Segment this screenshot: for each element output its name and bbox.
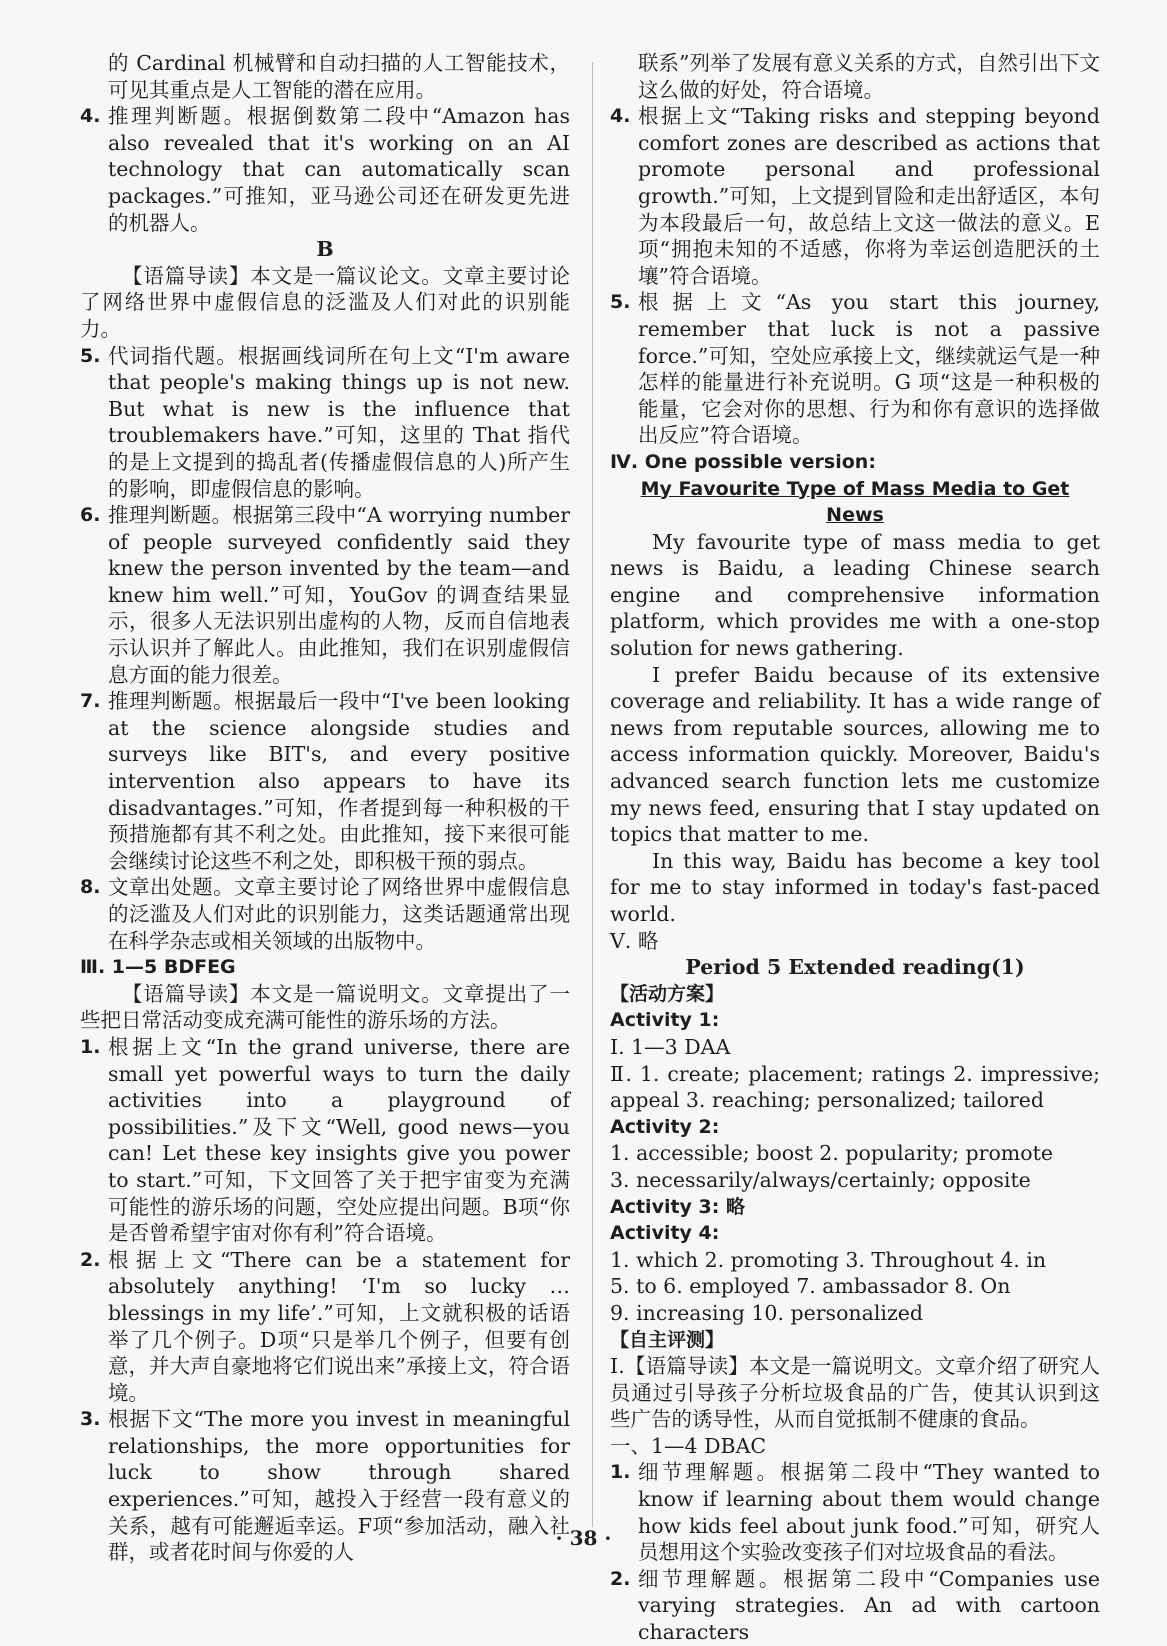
section-heading: Ⅴ. 略 <box>610 928 659 953</box>
list-item <box>80 1247 570 1407</box>
section-heading: Ⅲ. 1—5 BDFEG <box>80 956 236 979</box>
paragraph: 推理判断题。根据最后一段中“I've been looking at the science alongside studies and surveys like BIT's, and every positive intervention also appears to have its disadvantages.”可知，作者提到每一种积极的干预措施都有其不利之处。由此推知，接下来很可能会继续讨论这些不利之处，即积极干预的弱点。 <box>108 689 570 873</box>
essay-paragraph: In this way, Baidu has become a key tool for me to stay informed in today's fast-paced world. <box>610 848 1100 926</box>
item-number: 2. <box>610 1567 631 1590</box>
essay-paragraph: My favourite type of mass media to get news is Baidu, a leading Chinese search engine and comprehensive information platform, which provides me with a one-stop solution for news gathering. <box>610 529 1100 661</box>
list-item <box>610 289 1100 449</box>
page-number: · 38 · <box>555 1526 612 1550</box>
item-number: 6. <box>80 504 101 527</box>
list-item <box>610 1566 1100 1646</box>
answer-line: 3. necessarily/always/certainly; opposite <box>610 1167 1031 1192</box>
essay-paragraph: I prefer Baidu because of its extensive coverage and reliability. It has a wide range of news from reputable sources, allowing me to access information quickly. Moreover, Baidu's advanced search function lets me customize my news feed, ensuring that I stay updated on topics that matter to me. <box>610 662 1100 847</box>
activity-heading: Activity 2: <box>610 1115 720 1138</box>
paragraph: 根据上文“Taking risks and stepping beyond comfort zones are described as actions that promote personal and professional growth.”可知，上文提到冒险和走出舒适区，本句为本段最后一句，故总结上文这一做法的意义。E 项“拥抱未知的不适感，你将为幸运创造肥沃的土壤”符合语境。 <box>638 104 1100 288</box>
item-number: 1. <box>80 1035 101 1058</box>
item-number: 5. <box>80 344 101 367</box>
period-heading: Period 5 Extended reading(1) <box>685 955 1025 980</box>
paragraph: 文章出处题。文章主要讨论了网络世界中虚假信息的泛滥及人们对此的识别能力，这类话题通常出现在科学杂志或相关领域的出版物中。 <box>108 875 570 953</box>
answer-line: 一、1—4 DBAC <box>610 1433 767 1458</box>
list-item <box>80 1034 570 1247</box>
item-number: 5. <box>610 291 631 314</box>
subsection-heading: 【活动方案】 <box>610 982 725 1005</box>
left-column <box>80 50 570 1566</box>
paragraph: 细节理解题。根据第二段中“They wanted to know if learning about them would change how kids feel about junk food.”可知，研究人员想用这个实验改变孩子们对垃圾食品的看法。 <box>638 1460 1100 1565</box>
paragraph: 根据上文“In the grand universe, there are small yet powerful ways to turn the daily activities into a playground of possibilities.”及下文“Well, good news—you can! Let these key insights give you power to start.”可知，下文回答了关于把宇宙变为充满可能性的游乐场的问题，空处应提出问题。B项“你是否曾希望宇宙对你有利”符合语境。 <box>108 1034 570 1246</box>
item-number: 4. <box>610 105 631 128</box>
subsection-heading: 【自主评测】 <box>610 1328 725 1351</box>
answer-line: 9. increasing 10. personalized <box>610 1300 924 1325</box>
item-number: 7. <box>80 690 101 713</box>
paragraph: 根据下文“The more you invest in meaningful relationships, the more opportunities for luck to show through shared experiences.”可知，越投入于经营一段有意义的关系，越有可能邂逅幸运。F项“参加活动，融入社群，或者花时间与你爱的人 <box>108 1407 570 1565</box>
list-item <box>610 103 1100 289</box>
paragraph: 【语篇导读】本文是一篇议论文。文章主要讨论了网络世界中虚假信息的泛滥及人们对此的识别能力。 <box>80 263 570 341</box>
section-heading: B <box>316 237 334 262</box>
item-number: 4. <box>80 105 101 128</box>
item-number: 2. <box>80 1248 101 1271</box>
paragraph: 根据上文“There can be a statement for absolutely anything! ‘I'm so lucky … blessings in my life’.”可知，上文就积极的话语举了几个例子。D项“只是举几个例子，但要有创意，并大声自豪地将它们说出来”承接上文，符合语境。 <box>108 1247 570 1405</box>
paragraph: 根据上文“As you start this journey, remember that luck is not a passive force.”可知，空处应承接上文，继续就运气是一种怎样的能量进行补充说明。G 项“这是一种积极的能量，它会对你的思想、行为和你有意识的选择做出反应”符合语境。 <box>638 290 1100 448</box>
paragraph: 【语篇导读】本文是一篇说明文。文章提出了一些把日常活动变成充满可能性的游乐场的方法。 <box>80 981 570 1033</box>
paragraph: 的 Cardinal 机械臂和自动扫描的人工智能技术，可见其重点是人工智能的潜在应用。 <box>108 51 570 102</box>
paragraph: 推理判断题。根据倒数第二段中“Amazon has also revealed that it's working on an AI technology that can automatically scan packages.”可推知，亚马逊公司还在研发更先进的机器人。 <box>108 104 570 235</box>
item-number: 3. <box>80 1408 101 1431</box>
list-item <box>80 874 570 954</box>
answer-line: Ⅱ. 1. create; placement; ratings 2. impressive; appeal 3. reaching; personalized; tailored <box>610 1061 1100 1113</box>
item-number: 1. <box>610 1461 631 1484</box>
list-item <box>80 103 570 236</box>
right-column <box>610 50 1100 1646</box>
activity-heading: Activity 1: <box>610 1009 720 1032</box>
section-heading: Ⅳ. One possible version: <box>610 450 876 473</box>
column-divider <box>592 62 593 1527</box>
paragraph: 推理判断题。根据第三段中“A worrying number of people surveyed confidently said they knew the person invented by the team—and knew him well.”可知，YouGov 的调查结果显示，很多人无法识别出虚构的人物，反而自信地表示认识并了解此人。由此推知，我们在识别虚假信息方面的能力很差。 <box>108 503 570 687</box>
list-item <box>80 688 570 874</box>
activity-heading: Activity 4: <box>610 1222 720 1245</box>
answer-line: Ⅰ. 1—3 DAA <box>610 1034 731 1059</box>
paragraph: 代词指代题。根据画线词所在句上文“I'm aware that people's making things up is not new. But what is new is the influence that troublemakers have.”可知，这里的 That 指代的是上文提到的捣乱者(传播虚假信息的人)所产生的影响，即虚假信息的影响。 <box>108 343 570 501</box>
item-number: 8. <box>80 876 101 899</box>
activity-heading: Activity 3: 略 <box>610 1195 745 1218</box>
list-item <box>80 343 570 503</box>
essay-title: My Favourite Type of Mass Media to Get News <box>640 477 1070 527</box>
paragraph: 联系”列举了发展有意义关系的方式，自然引出下文这么做的好处，符合语境。 <box>638 51 1100 102</box>
answer-line: 1. which 2. promoting 3. Throughout 4. in <box>610 1247 1047 1272</box>
answer-line: 5. to 6. employed 7. ambassador 8. On <box>610 1274 1011 1299</box>
paragraph: 细节理解题。根据第二段中“Companies use varying strategies. An ad with cartoon characters <box>638 1566 1100 1645</box>
paragraph: Ⅰ.【语篇导读】本文是一篇说明文。文章介绍了研究人员通过引导孩子分析垃圾食品的广告，使其认识到这些广告的诱导性，从而自觉抵制不健康的食品。 <box>610 1354 1100 1432</box>
list-item <box>80 502 570 688</box>
answer-line: 1. accessible; boost 2. popularity; promote <box>610 1141 1053 1166</box>
